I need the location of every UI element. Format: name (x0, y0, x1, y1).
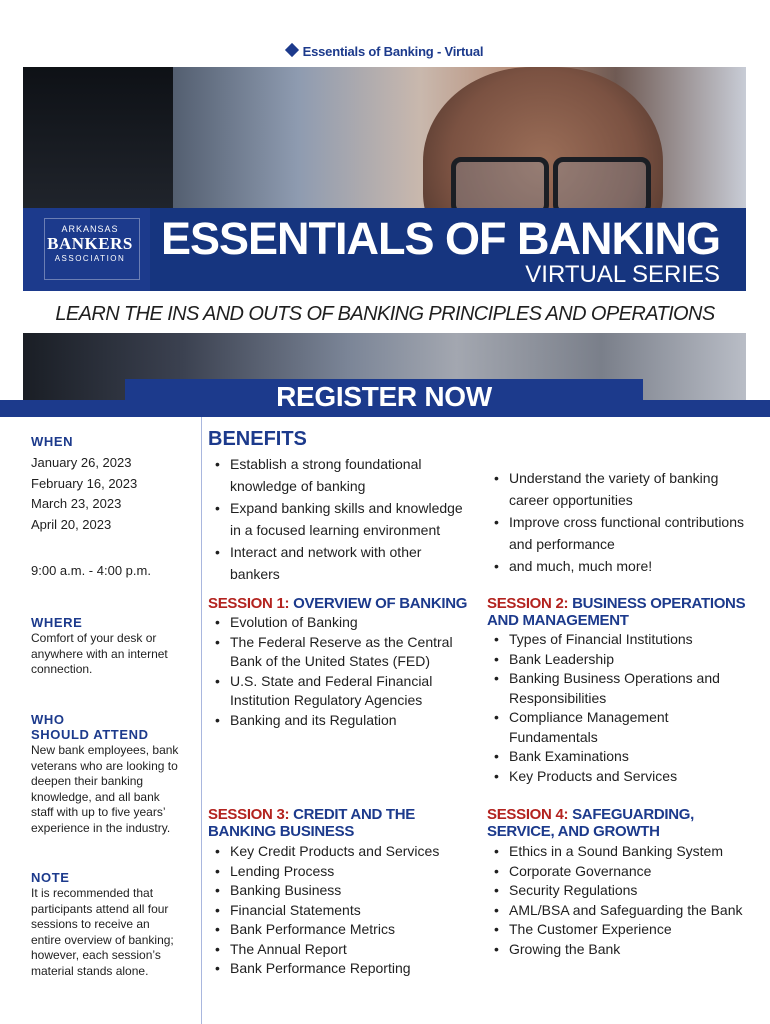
session-item: • Bank Performance Reporting (208, 959, 468, 979)
session-item: • Key Credit Products and Services (208, 842, 468, 862)
logo-line3: ASSOCIATION (54, 254, 126, 263)
session-item: • Banking and its Regulation (208, 711, 458, 731)
note-heading: NOTE (31, 870, 70, 885)
page-subtitle: VIRTUAL SERIES (525, 261, 720, 288)
session-item: • The Customer Experience (487, 920, 757, 940)
benefit-item: • Improve cross functional contributions and performance (487, 511, 752, 555)
session4-title: SAFEGUARDING, SERVICE, AND GROWTH (487, 806, 695, 840)
session1-title: OVERVIEW OF BANKING (293, 595, 468, 612)
session-item: • Banking Business (208, 881, 468, 901)
session1-number: SESSION 1: (208, 595, 290, 612)
date-item: February 16, 2023 (31, 475, 138, 491)
register-now-button[interactable]: REGISTER NOW (276, 381, 492, 412)
session4-heading (487, 806, 717, 840)
who-heading-line1: WHO (31, 712, 65, 727)
benefit-item: • Understand the variety of banking career opportunities (487, 467, 752, 511)
session-item: • Compliance Management Fundamentals (487, 708, 752, 747)
session4-list (487, 842, 757, 959)
where-text: Comfort of your desk or anywhere with an internet connection. (31, 631, 168, 676)
session-item: • The Annual Report (208, 940, 468, 960)
date-item: March 23, 2023 (31, 496, 122, 511)
tagline: LEARN THE INS AND OUTS OF BANKING PRINCIPLES AND OPERATIONS (55, 303, 715, 325)
bankers-association-logo (40, 220, 140, 278)
dates-list (31, 453, 196, 535)
session1-heading (208, 595, 478, 612)
session2-number: SESSION 2: (487, 595, 569, 612)
page-title: ESSENTIALS OF BANKING (160, 213, 720, 264)
benefits-list-right (487, 467, 752, 577)
session-item: • Corporate Governance (487, 862, 757, 882)
date-item: January 26, 2023 (31, 455, 132, 470)
date-item: April 20, 2023 (31, 516, 112, 532)
time-range: 9:00 a.m. - 4:00 p.m. (31, 563, 151, 578)
session-item: • Security Regulations (487, 881, 757, 901)
sidebar-divider (201, 417, 202, 1024)
session-item: • Types of Financial Institutions (487, 630, 752, 650)
session-item: • The Federal Reserve as the Central Bank of the United States (FED) (208, 633, 458, 672)
note-text: It is recommended that participants attend all four sessions to receive an entire overview of banking; however, each session’s material stands alone. (31, 886, 174, 978)
benefit-item: • Interact and network with other bankers (208, 541, 468, 585)
session3-title: CREDIT AND THE BANKING BUSINESS (208, 806, 415, 840)
session-item: • Evolution of Banking (208, 613, 458, 633)
when-heading: WHEN (31, 434, 74, 449)
benefits-heading: BENEFITS (208, 428, 307, 450)
session3-list (208, 842, 468, 979)
session-item: • Bank Examinations (487, 747, 752, 767)
series-tag-text: Essentials of Banking - Virtual (302, 44, 484, 59)
session-item: • Bank Performance Metrics (208, 920, 468, 940)
session4-number: SESSION 4: (487, 806, 569, 823)
benefit-item: • and much, much more! (487, 555, 752, 577)
who-heading-line2: SHOULD ATTEND (31, 727, 149, 742)
glasses-right-lens (553, 157, 651, 215)
session2-title: BUSINESS OPERATIONS AND MANAGEMENT (487, 595, 746, 629)
benefits-list-left (208, 453, 468, 585)
where-heading: WHERE (31, 615, 83, 630)
session-item: • U.S. State and Federal Financial Institution Regulatory Agencies (208, 672, 458, 711)
session3-number: SESSION 3: (208, 806, 290, 823)
who-text: New bank employees, bank veterans who are looking to deepen their banking knowledge, and all bank staff with up to five years’ experience in the industry. (31, 743, 179, 835)
session-item: • Ethics in a Sound Banking System (487, 842, 757, 862)
session2-heading (487, 595, 747, 629)
glasses-left-lens (451, 157, 549, 215)
session3-heading (208, 806, 438, 840)
session1-list (208, 613, 458, 730)
series-tag (0, 44, 770, 59)
session-item: • Financial Statements (208, 901, 468, 921)
session-item: • AML/BSA and Safeguarding the Bank (487, 901, 757, 921)
logo-line1: ARKANSAS (61, 224, 119, 234)
session-item: • Key Products and Services (487, 767, 752, 787)
logo-line2: BANKERS (47, 234, 133, 253)
session2-list (487, 630, 752, 786)
benefit-item: • Expand banking skills and knowledge in a focused learning environment (208, 497, 468, 541)
session-item: • Growing the Bank (487, 940, 757, 960)
benefit-item: • Establish a strong foundational knowledge of banking (208, 453, 468, 497)
session-item: • Banking Business Operations and Responsibilities (487, 669, 752, 708)
diamond-icon (285, 43, 299, 57)
session-item: • Lending Process (208, 862, 468, 882)
session-item: • Bank Leadership (487, 650, 752, 670)
